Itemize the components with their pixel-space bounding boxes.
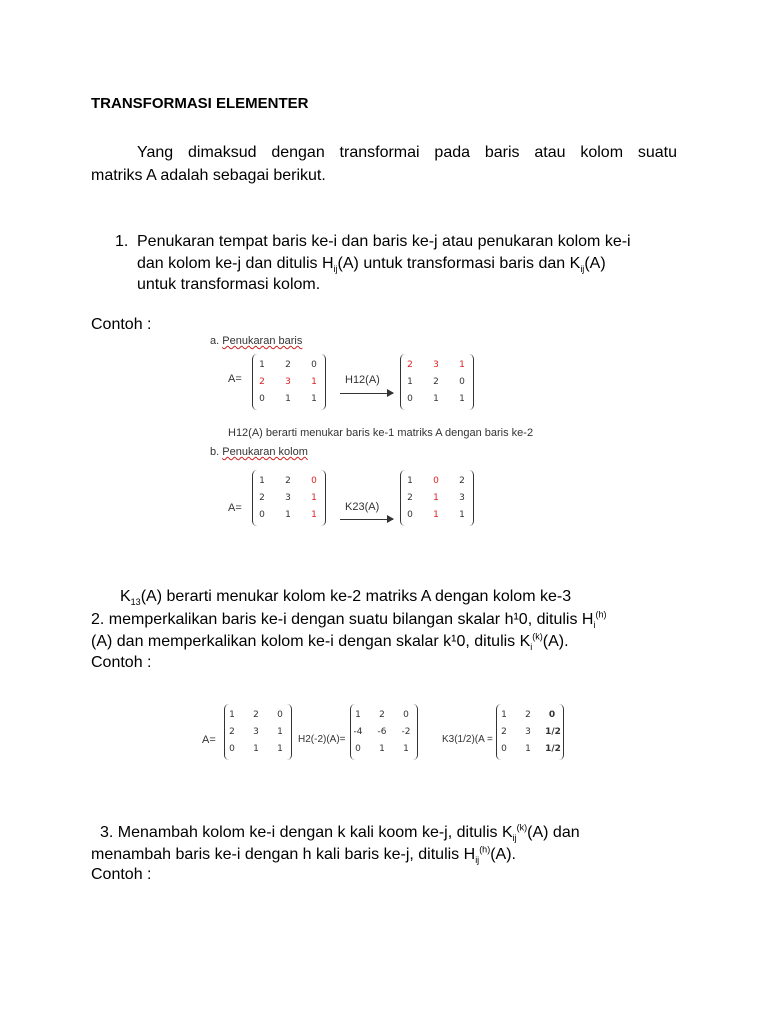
matrix-cell: 1 [379,744,385,754]
subscript: ij [580,264,585,275]
figure-row-column-swap [200,330,560,530]
item3-line-1: 3. Menambah kolom ke-i dengan k kali koom ke-j, ditulis $K_{ij}^{(k)}(A)$ dan [100,822,580,844]
matrix-A-2 [252,470,326,526]
matrix-cell: 1 [277,727,283,737]
matrix-cell: 1 [311,493,317,503]
matrix-cell: 1 [407,377,413,387]
matrix-cell: 3 [285,493,291,503]
matrix-cell: 3 [285,377,291,387]
fig1-A-label: A= [228,373,242,385]
item1-line-1: Penukaran tempat baris ke-i dan baris ke-j atau penukaran kolom ke-i [137,233,631,250]
superscript: (k) [532,631,543,642]
matrix-cell: 1 [311,510,317,520]
fig1-A-label-2: A= [228,502,242,514]
matrix-cell: 2 [433,377,439,387]
matrix-cell: 0 [355,744,361,754]
matrix-cell: 2 [259,377,265,387]
contoh-label-2: Contoh : [91,654,152,671]
matrix-cell: 0 [407,510,413,520]
matrix-cell: 1 [277,744,283,754]
k13-explanation: $K_{13}(A)$ berarti menukar kolom ke-2 matriks A dengan kolom ke-3 [120,588,572,608]
matrix-cell: 0 [311,476,317,486]
fig1-a-title: Penukaran baris [222,335,303,347]
intro-line-2: matriks A adalah sebagai berikut. [91,167,326,184]
item3-line-2: menambah baris ke-i dengan h kali baris ke-j, ditulis $H_{ij}^{(h)}(A)$. [91,844,516,866]
matrix-cell: 0 [548,710,556,720]
matrix-cell: 1 [285,394,291,404]
matrix-cell: 0 [433,476,439,486]
matrix-cell: 1 [433,510,439,520]
matrix-cell: -6 [377,727,387,737]
matrix-cell: 2 [259,493,265,503]
matrix-cell: 1 [459,360,465,370]
matrix-cell: 1 [459,394,465,404]
contoh-label-3: Contoh : [91,866,152,883]
matrix-cell: 0 [459,377,465,387]
fig2-op-K3: K3(1/2)(A = [442,734,493,745]
matrix-cell: 2 [285,476,291,486]
matrix-cell: 1 [259,476,265,486]
fig1-b-title: Penukaran kolom [222,446,308,458]
matrix-H12-result [400,354,474,410]
matrix-cell: 0 [259,394,265,404]
item2-line-1: 2. memperkalikan baris ke-i dengan suatu bilangan skalar h¹0, ditulis $H_i^{(h)}$ [91,609,607,631]
matrix-cell: 0 [403,710,409,720]
matrix-cell: 2 [459,476,465,486]
matrix-cell: 3 [433,360,439,370]
matrix-cell: 1 [285,510,291,520]
subscript: ij [333,264,338,275]
matrix-cell: 1 [403,744,409,754]
superscript: (h) [595,609,607,620]
fig2-A-label: A= [202,734,216,746]
matrix-cell: 0 [277,710,283,720]
superscript: (k) [516,822,528,833]
subscript: 13 [130,597,141,608]
matrix-cell: 3 [253,727,259,737]
matrix-cell: 1 [525,744,531,754]
matrix-cell: 1 [253,744,259,754]
matrix-cell: 0 [501,744,507,754]
matrix-cell: 1 [355,710,361,720]
fig1-op-H12: H12(A) [345,374,380,386]
matrix-cell: 3 [459,493,465,503]
matrix-cell: 0 [407,394,413,404]
matrix-cell: 1 [259,360,265,370]
matrix-cell: 1 [229,710,235,720]
matrix-cell: 0 [259,510,265,520]
matrix-cell: 1 [433,493,439,503]
matrix-cell: 1 [311,377,317,387]
matrix-cell: 3 [525,727,531,737]
item1-line-3: untuk transformasi kolom. [137,276,321,293]
matrix-cell: 1 [501,710,507,720]
matrix-cell: 1 [407,476,413,486]
figure-scalar-multiply [198,700,568,770]
matrix-cell: 1/2 [545,744,561,754]
matrix-K3-result [496,704,564,760]
matrix-H2-result [350,704,418,760]
matrix-A-1 [252,354,326,410]
contoh-label-1: Contoh : [91,316,152,333]
matrix-cell: 2 [253,710,259,720]
matrix-cell: -2 [401,727,411,737]
matrix-cell: -4 [353,727,363,737]
page-title: TRANSFORMASI ELEMENTER [91,95,309,112]
subscript: ij [475,855,480,866]
fig1-a-label: a. [210,335,220,347]
fig1-caption: H12(A) berarti menukar baris ke-1 matriks A dengan baris ke-2 [228,427,534,439]
matrix-cell: 2 [407,493,413,503]
matrix-cell: 1 [433,394,439,404]
superscript: (h) [479,844,491,855]
subscript: ij [512,833,517,844]
matrix-cell: 2 [285,360,291,370]
matrix-cell: 0 [311,360,317,370]
fig1-op-K23: K23(A) [345,501,380,513]
matrix-cell: 1 [459,510,465,520]
matrix-cell: 2 [407,360,413,370]
item1-line-2: dan kolom ke-j dan ditulis $H_{ij}(A)$ untuk transformasi baris dan $K_{ij}(A)$ [137,255,606,275]
matrix-cell: 2 [229,727,235,737]
matrix-cell: 0 [229,744,235,754]
arrow-right-icon [340,393,393,394]
fig2-op-H2: H2(-2)(A)= [298,734,346,745]
matrix-cell: 2 [379,710,385,720]
item2-line-2: (A) dan memperkalikan kolom ke-i dengan skalar k¹0, ditulis $K_i^{(k)}(A)$. [91,631,569,653]
matrix-cell: 1 [311,394,317,404]
item1-number: 1. [115,233,129,250]
matrix-cell: 2 [525,710,531,720]
matrix-cell: 1/2 [545,727,561,737]
matrix-K23-result [400,470,474,526]
intro-line-1: Yang dimaksud dengan transformai pada baris atau kolom suatu [137,144,677,161]
matrix-cell: 2 [501,727,507,737]
subscript: i [593,620,596,631]
subscript: i [530,642,533,653]
arrow-right-icon [340,519,393,520]
fig1-b-label: b. [210,446,220,458]
matrix-A-3 [224,704,292,760]
